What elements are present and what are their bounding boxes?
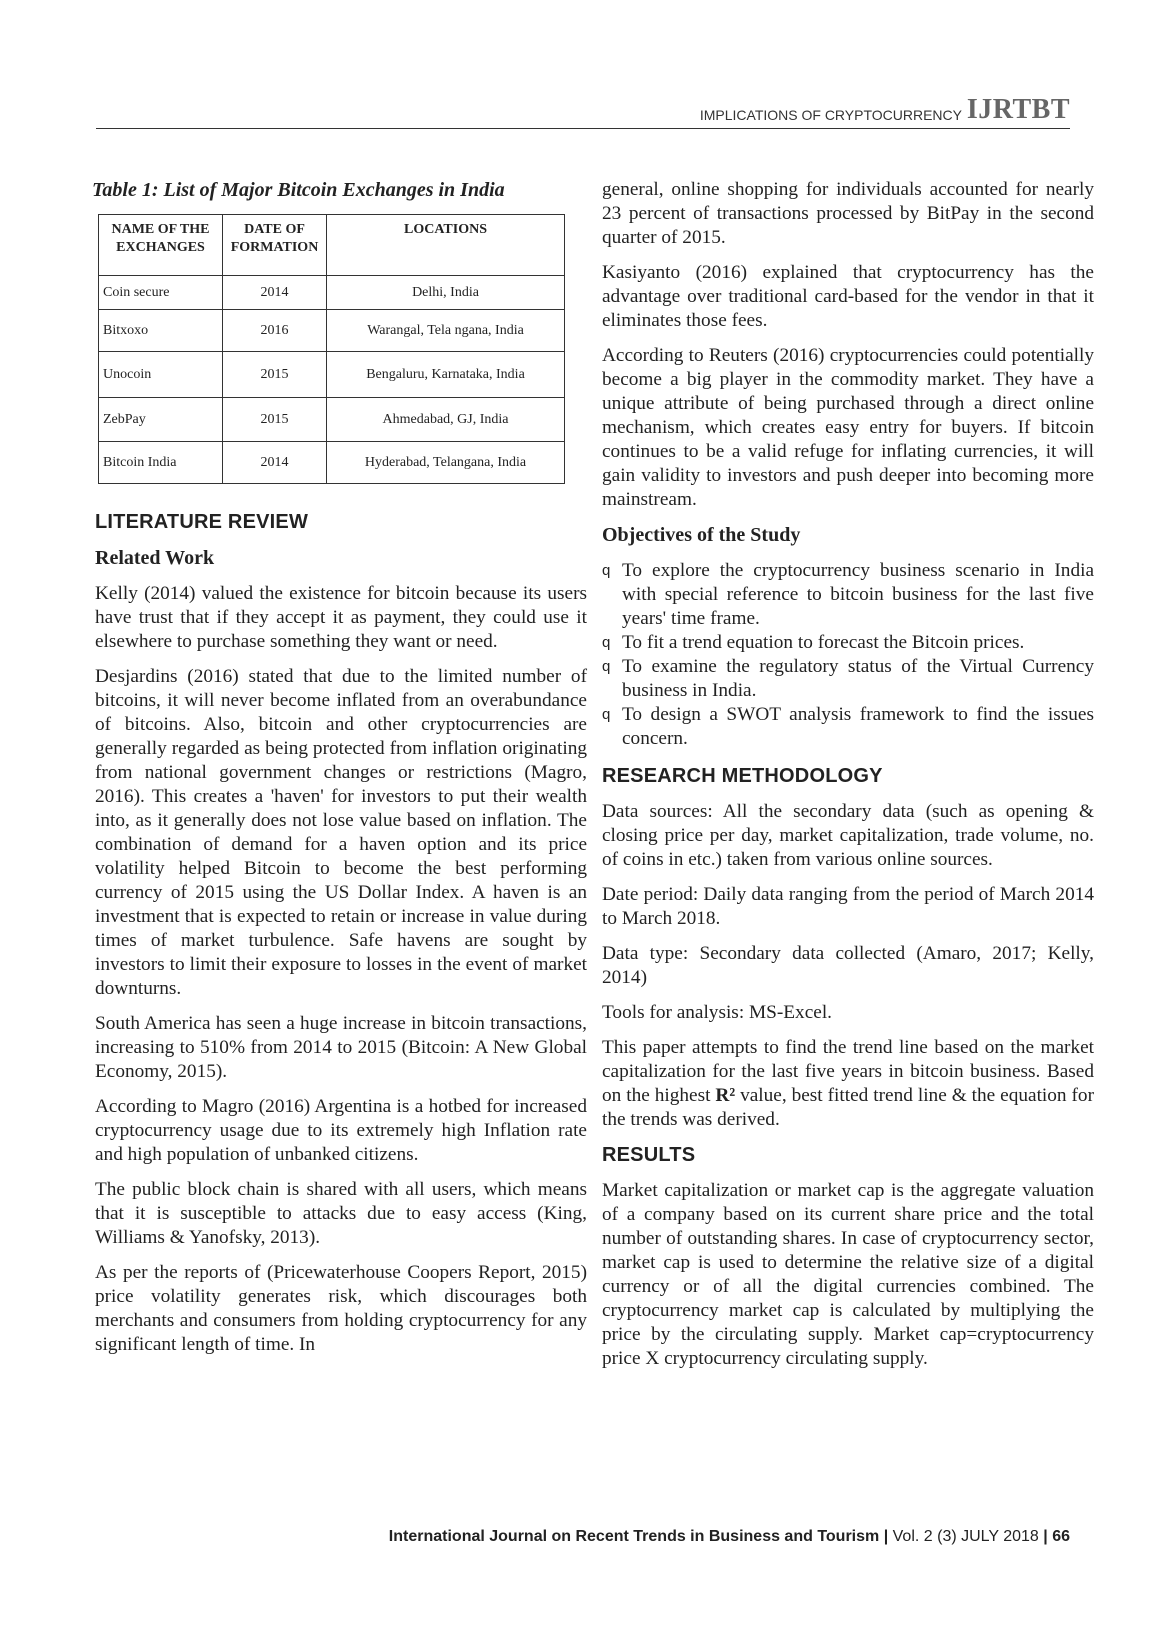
table-cell: Hyderabad, Telangana, India: [327, 442, 565, 484]
footer-separator: |: [883, 1528, 889, 1545]
results-heading: RESULTS: [602, 1144, 696, 1166]
table-cell: ZebPay: [99, 398, 223, 442]
table-caption: Table 1: List of Major Bitcoin Exchanges in India: [92, 179, 505, 201]
paragraph: Kasiyanto (2016) explained that cryptocurrency has the advantage over traditional card-based for the vendor in that it eliminates those fees.: [602, 262, 1094, 331]
paragraph: general, online shopping for individuals accounted for nearly 23 percent of transactions processed by BitPay in the second quarter of 2015.: [602, 179, 1094, 248]
paragraph: South America has seen a huge increase in bitcoin transactions, increasing to 510% from 2014 to 2015 (Bitcoin: A New Global Economy, 2015).: [95, 1013, 587, 1082]
bullet-icon: q: [602, 634, 611, 651]
paragraph: Date period: Daily data ranging from the period of March 2014 to March 2018.: [602, 884, 1094, 929]
table-cell: 2015: [223, 398, 327, 442]
footer-volume: Vol. 2 (3) JULY 2018: [892, 1528, 1039, 1545]
left-column: [92, 178, 587, 1368]
paragraph: This paper attempts to find the trend line based on the market capitalization for the last five years in bitcoin business. Based on the highest R² value, best fitted trend line & the equation for the trends was derived.: [602, 1037, 1094, 1130]
paragraph: The public block chain is shared with all users, which means that it is susceptible to attacks due to easy access (King, Williams & Yanofsky, 2013).: [95, 1179, 587, 1248]
paragraph: As per the reports of (Pricewaterhouse Coopers Report, 2015) price volatility generates risk, which discourages both merchants and consumers from holding cryptocurrency for any significant length of time. In: [95, 1262, 587, 1355]
page-number: 66: [1052, 1528, 1070, 1545]
table-cell: Warangal, Tela ngana, India: [327, 310, 565, 352]
table-row: [99, 352, 565, 398]
paragraph: Desjardins (2016) stated that due to the limited number of bitcoins, it will never become inflated from an overabundance of bitcoins. Also, bitcoin and other cryptocurrencies are generally regarded as being protected from inflation originating from national government changes or restrictions (Magro, 2016). This creates a 'haven' for investors to put their wealth into, as it generally does not lose value based on inflation. The combination of demand for a haven option and its price volatility helped Bitcoin to become the best performing currency of 2015 using the US Dollar Index. A haven is an investment that is expected to retain or increase in value during times of market turbulence. Safe havens are sought by investors to limit their exposure to losses in the event of market downturns.: [95, 666, 587, 999]
paragraph: Tools for analysis: MS-Excel.: [602, 1002, 832, 1023]
related-work-heading: Related Work: [95, 547, 215, 569]
table-cell: Bitcoin India: [99, 442, 223, 484]
bullet-icon: q: [602, 706, 611, 723]
bullet-icon: q: [602, 562, 611, 579]
literature-review-heading: LITERATURE REVIEW: [95, 511, 309, 533]
exchanges-table: [98, 214, 565, 484]
list-item: q To explore the cryptocurrency business scenario in India with special reference to bitcoin business for the last five years' time frame.: [602, 560, 1094, 629]
objectives-heading: Objectives of the Study: [602, 524, 801, 546]
methodology-heading: RESEARCH METHODOLOGY: [602, 765, 883, 787]
table-cell: 2016: [223, 310, 327, 352]
table-cell: Bengaluru, Karnataka, India: [327, 352, 565, 398]
table-row: [99, 276, 565, 310]
paragraph: Kelly (2014) valued the existence for bitcoin because its users have trust that if they accept it as payment, they could use it elsewhere to purchase something they want or need.: [95, 583, 587, 652]
table-header-row: [99, 215, 565, 276]
list-item: q To fit a trend equation to forecast the Bitcoin prices.: [602, 632, 1025, 653]
table-row: [99, 310, 565, 352]
table-cell: Coin secure: [99, 276, 223, 310]
table-cell: Bitxoxo: [99, 310, 223, 352]
table-header-cell: LOCATIONS: [327, 215, 565, 276]
table-row: [99, 442, 565, 484]
footer-separator: |: [1043, 1528, 1048, 1545]
journal-logo: IJRTBT: [966, 94, 1070, 125]
table-cell: 2014: [223, 442, 327, 484]
right-column: [602, 178, 1094, 1382]
table-cell: Ahmedabad, GJ, India: [327, 398, 565, 442]
objectives-list: [602, 559, 1094, 751]
table-cell: 2014: [223, 276, 327, 310]
bullet-icon: q: [602, 658, 611, 675]
paragraph: Market capitalization or market cap is the aggregate valuation of a company based on its current share price and the total number of outstanding shares. In case of cryptocurrency sector, market cap is used to determine the relative size of a digital currency or of all the digital currencies combined. The cryptocurrency market cap is calculated by multiplying the price by the circulating supply. Market cap=cryptocurrency price X cryptocurrency circulating supply.: [602, 1180, 1094, 1369]
table-header-cell: DATE OF FORMATION: [223, 215, 327, 276]
paragraph: Data sources: All the secondary data (such as opening & closing price per day, market capitalization, trade volume, no. of coins in etc.) taken from various online sources.: [602, 801, 1094, 870]
table-row: [99, 398, 565, 442]
paragraph: According to Reuters (2016) cryptocurrencies could potentially become a big player in the commodity market. They have a unique attribute of being purchased through a direct online mechanism, which creates easy entry for buyers. If bitcoin continues to be a valid refuge for inflating currencies, it will gain validity to investors and push deeper into becoming more mainstream.: [602, 345, 1094, 510]
list-item: q To design a SWOT analysis framework to find the issues concern.: [602, 704, 1094, 749]
list-item: q To examine the regulatory status of the Virtual Currency business in India.: [602, 656, 1094, 701]
paragraph: According to Magro (2016) Argentina is a hotbed for increased cryptocurrency usage due to its extremely high Inflation rate and high population of unbanked citizens.: [95, 1096, 587, 1165]
table-cell: 2015: [223, 352, 327, 398]
page-header: [96, 96, 1070, 129]
r-squared-symbol: R²: [715, 1085, 736, 1106]
footer-journal-name: International Journal on Recent Trends in Business and Tourism: [388, 1528, 880, 1545]
table-header-cell: NAME OF THE EXCHANGES: [99, 215, 223, 276]
table-cell: Delhi, India: [327, 276, 565, 310]
paragraph: Data type: Secondary data collected (Amaro, 2017; Kelly, 2014): [602, 943, 1094, 988]
table-cell: Unocoin: [99, 352, 223, 398]
running-title: IMPLICATIONS OF CRYPTOCURRENCY: [699, 107, 962, 123]
page-footer: [389, 1528, 1070, 1546]
